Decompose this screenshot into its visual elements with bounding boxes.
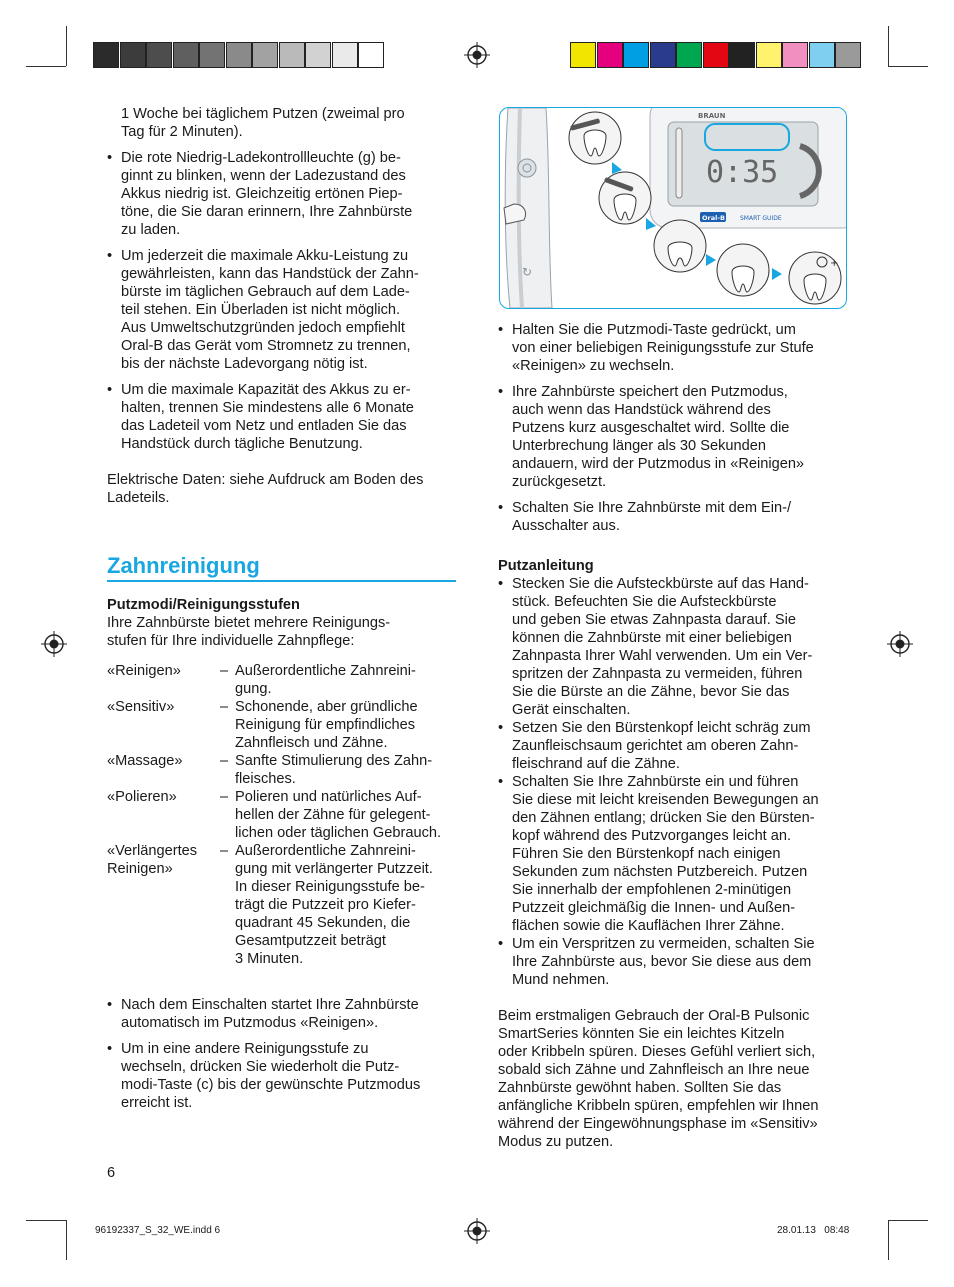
color-swatch (835, 42, 861, 68)
bullet-item: • Nach dem Einschalten startet Ihre Zahnbürste automatisch im Putzmodus «Reinigen». (107, 996, 467, 1032)
color-swatch (120, 42, 146, 68)
mode-term: «Massage» (107, 753, 183, 769)
mode-dash: – (220, 753, 229, 769)
subintro: Ihre Zahnbürste bietet mehrere Reinigungs- stufen für Ihre individuelle Zahnpflege: (107, 615, 391, 649)
mode-desc: Polieren und natürliches Auf- hellen der Zähne für gelegent- lichen oder täglichen Gebrauch. (235, 789, 442, 841)
oralb-logo: Oral-B (702, 214, 725, 222)
color-swatch (570, 42, 596, 68)
subheading: Putzmodi/Reinigungsstufen (107, 597, 300, 613)
mode-row (107, 842, 467, 968)
left-column (107, 105, 467, 1112)
bullet-item: • Ihre Zahnbürste speichert den Putzmodus, auch wenn das Handstück während des Putzens kurz ausgeschaltet wird. Sollte die Unterbrechung länger als 30 Sekunden andauern, wird der Putzmodus in «Reinigen» zurückgesetzt. (498, 383, 848, 491)
registration-mark-icon (41, 631, 67, 657)
color-swatch (623, 42, 649, 68)
bullet-item: • Halten Sie die Putzmodi-Taste gedrückt, um von einer beliebigen Reinigungsstufe zur Stufe «Reinigen» zu wechseln. (498, 321, 848, 375)
modes-list (107, 662, 467, 968)
mode-desc: Schonende, aber gründliche Reinigung für empfindliches Zahnfleisch und Zähne. (235, 699, 418, 751)
tooth-icon (789, 252, 841, 304)
mode-row (107, 788, 467, 842)
color-swatch (332, 42, 358, 68)
mode-desc: Sanfte Stimulierung des Zahn- fleisches. (235, 753, 433, 787)
closing-paragraph: Beim erstmaligen Gebrauch der Oral-B Pulsonic SmartSeries könnten Sie ein leichtes Kitzeln oder Kribbeln spüren. Dieses Gefühl verliert sich, sobald sich Zähne und Zahnfleisch an Ihre neue Zahnbürste gewöhnt haben. Sollten Sie das anfängliche Kribbeln spüren, empfehlen wir Ihnen während der Eingewöhnungsphase im «Sensitiv» Modus zu putzen. (498, 1008, 819, 1150)
color-swatch (93, 42, 119, 68)
mode-term: «Sensitiv» (107, 699, 175, 715)
color-swatch (597, 42, 623, 68)
color-swatch (756, 42, 782, 68)
registration-mark-icon (464, 42, 490, 68)
mode-desc: Außerordentliche Zahnreini- gung. (235, 663, 416, 697)
brand-label: BRAUN (698, 112, 726, 120)
section-heading: Zahnreinigung (107, 553, 456, 582)
mode-term: «Reinigen» (107, 663, 181, 679)
mode-dash: – (220, 699, 229, 715)
right-column (498, 321, 848, 1151)
color-swatch (358, 42, 384, 68)
svg-text:+: + (830, 258, 839, 269)
mode-dash: – (220, 663, 229, 679)
tooth-icon (717, 244, 769, 296)
svg-text:↻: ↻ (522, 265, 533, 279)
page-number: 6 (107, 1165, 116, 1181)
color-swatch (305, 42, 331, 68)
bullet-item: • Die rote Niedrig-Ladekontrollleuchte (g) be- ginnt zu blinken, wenn der Ladezustand des Akkus niedrig ist. Gleichzeitig ertönen Piep- töne, die Sie daran erinnern, Ihre Zahnbürste zu laden. (107, 149, 467, 239)
mode-row (107, 752, 467, 788)
bullet-item: • Schalten Sie Ihre Zahnbürste mit dem Ein-/ Ausschalter aus. (498, 499, 848, 535)
color-swatch (676, 42, 702, 68)
registration-mark-icon (464, 1218, 490, 1244)
color-swatch (173, 42, 199, 68)
color-swatch (703, 42, 729, 68)
color-swatch (729, 42, 755, 68)
mode-desc: Außerordentliche Zahnreini- gung mit verlängerter Putzzeit. In dieser Reinigungsstufe be- trägt die Putzzeit pro Kiefer- quadrant 45 Sekunden, die Gesamtputzzeit beträgt 3 Minuten. (235, 843, 433, 967)
print-timestamp: 28.01.13 08:48 (777, 1225, 850, 1236)
color-swatch (199, 42, 225, 68)
mode-dash: – (220, 843, 229, 859)
guide-bullet: • Setzen Sie den Bürstenkopf leicht schräg zum Zaunfleischsaum gerichtet am oberen Zahn- fleischrand auf die Zähne. (498, 719, 848, 773)
bullet-item: • Um die maximale Kapazität des Akkus zu er- halten, trennen Sie mindestens alle 6 Monate das Ladeteil vom Netz und entladen Sie das Handstück durch tägliche Benutzung. (107, 381, 467, 453)
color-swatch (782, 42, 808, 68)
mode-term: «Verlängertes Reinigen» (107, 843, 198, 877)
guide-bullet: • Stecken Sie die Aufsteckbürste auf das Hand- stück. Befeuchten Sie die Aufsteckbürste und geben Sie etwas Zahnpasta darauf. Sie können die Zahnbürste mit einer beliebigen Zahnpasta Ihrer Wahl verwenden. Um ein Ver- spritzen der Zahnpasta zu vermeiden, führen Sie die Bürste an die Zähne, bevor Sie das Gerät einschalten. (498, 575, 848, 719)
smart-guide-badge: SMART GUIDE (740, 215, 782, 222)
mode-term: «Polieren» (107, 789, 177, 805)
color-swatch (252, 42, 278, 68)
mode-row (107, 698, 467, 752)
guide-bullet: • Um ein Verspritzen zu vermeiden, schalten Sie Ihre Zahnbürste aus, bevor Sie diese aus dem Mund nehmen. (498, 935, 848, 989)
file-slug: 96192337_S_32_WE.indd 6 (95, 1225, 221, 1236)
bullet-item: • Um in eine andere Reinigungsstufe zu wechseln, drücken Sie wiederholt die Putz- modi-Taste (c) bis der gewünschte Putzmodus erreicht ist. (107, 1040, 467, 1112)
mode-dash: – (220, 789, 229, 805)
color-swatch (279, 42, 305, 68)
tooth-icon (654, 220, 706, 272)
color-swatch (226, 42, 252, 68)
color-swatch (809, 42, 835, 68)
color-swatch (650, 42, 676, 68)
tooth-icon (569, 112, 621, 164)
electrical-data: Elektrische Daten: siehe Aufdruck am Boden des Ladeteils. (107, 472, 424, 506)
intro-line: 1 Woche bei täglichem Putzen (zweimal pro Tag für 2 Minuten). (121, 106, 405, 140)
figure-illustration (500, 108, 846, 308)
guide-bullet: • Schalten Sie Ihre Zahnbürste ein und führen Sie diese mit leicht kreisenden Bewegungen an den Zähnen entlang; drücken Sie den Bürsten- kopf während des Putzvorganges leicht an. Führen Sie den Bürstenkopf nach einigen Sekunden zum nächsten Putzbereich. Putzen Sie innerhalb der empfohlenen 2-minütigen Putzzeit gleichmäßig die Innen- und Außen- flächen sowie die Kauflächen Ihrer Zähne. (498, 773, 848, 935)
display-time: 0:35 (706, 155, 779, 190)
bullet-item: • Um jederzeit die maximale Akku-Leistung zu gewährleisten, kann das Handstück der Zahn- bürste im täglichen Gebrauch auf dem Lade- teil stehen. Ein Überladen ist nicht möglich. Aus Umweltschutzgründen jedoch empfiehlt Oral-B das Gerät vom Stromnetz zu trennen, bis der nächste Ladevorgang nötig ist. (107, 247, 467, 373)
registration-mark-icon (887, 631, 913, 657)
toothbrush-figure (499, 107, 847, 309)
guide-heading: Putzanleitung (498, 558, 594, 574)
tooth-icon (599, 172, 651, 224)
color-swatch (146, 42, 172, 68)
mode-row (107, 662, 467, 698)
